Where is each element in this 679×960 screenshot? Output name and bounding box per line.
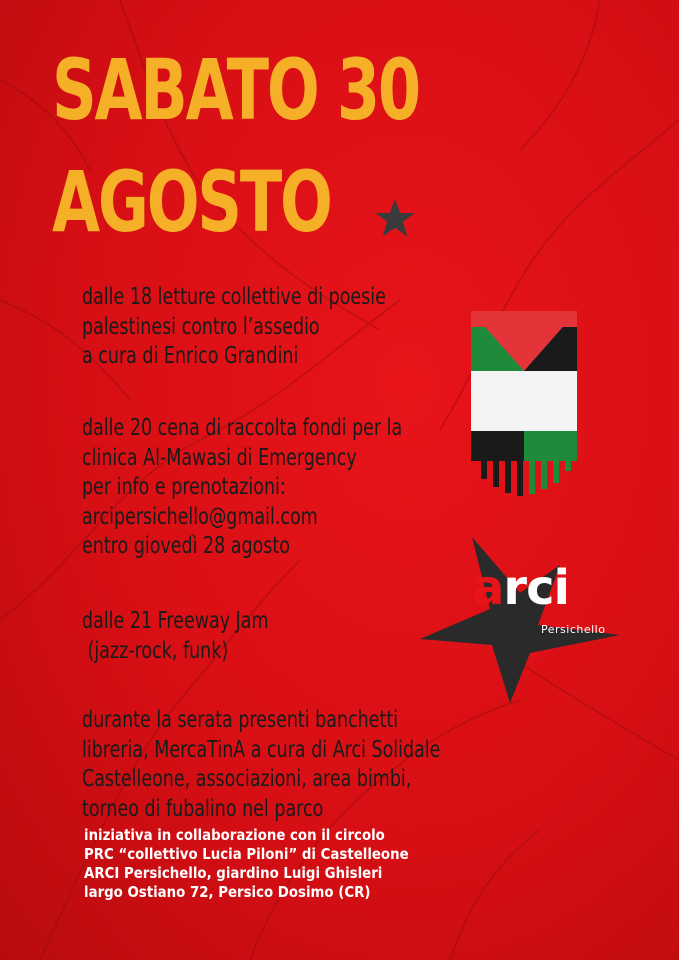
dinner-line: entro giovedì 28 agosto <box>82 533 290 559</box>
dinner-line: clinica Al-Mawasi di Emergency <box>82 444 357 471</box>
evening-line: Castelleone, associazioni, area bimbi, <box>82 766 412 792</box>
footer-line: ARCI Persichello, giardino Luigi Ghisleri <box>84 864 383 882</box>
arci-logo-rest: rci <box>503 560 569 616</box>
contact-email[interactable]: arcipersichello@gmail.com <box>82 503 318 530</box>
readings-line: a cura di Enrico Grandini <box>82 343 299 369</box>
music-line: dalle 21 Freeway Jam <box>82 608 269 634</box>
footer-credits <box>84 826 409 902</box>
footer-line: largo Ostiano 72, Persico Dosimo (CR) <box>84 883 371 901</box>
palestine-flag-icon <box>471 311 577 496</box>
evening-line: durante la serata presenti banchetti <box>82 707 399 733</box>
dinner-info <box>82 414 402 562</box>
arci-logo-text <box>472 560 569 616</box>
evening-line: libreria, MercaTinA a cura di Arci Solidale <box>82 736 441 763</box>
dinner-line: per info e prenotazioni: <box>82 474 286 500</box>
readings-line: dalle 18 letture collettive di poesie <box>82 284 386 310</box>
title-month: AGOSTO <box>52 153 331 251</box>
readings-line: palestinesi contro l’assedio <box>82 313 320 340</box>
evening-info <box>82 706 440 824</box>
music-line: (jazz-rock, funk) <box>82 637 229 664</box>
music-info <box>82 607 269 666</box>
dinner-line: dalle 20 cena di raccolta fondi per la <box>82 415 403 441</box>
arci-logo-subtitle: Persichello <box>541 623 606 636</box>
evening-line: torneo di fubalino nel parco <box>82 795 324 822</box>
title-date: SABATO 30 <box>52 41 419 139</box>
footer-line: PRC “collettivo Lucia Piloni” di Castelleone <box>84 845 409 863</box>
star-icon <box>373 197 417 241</box>
arci-logo-a: a <box>472 560 504 616</box>
footer-line: iniziativa in collaborazione con il circolo <box>84 826 385 844</box>
readings-info <box>82 283 386 372</box>
